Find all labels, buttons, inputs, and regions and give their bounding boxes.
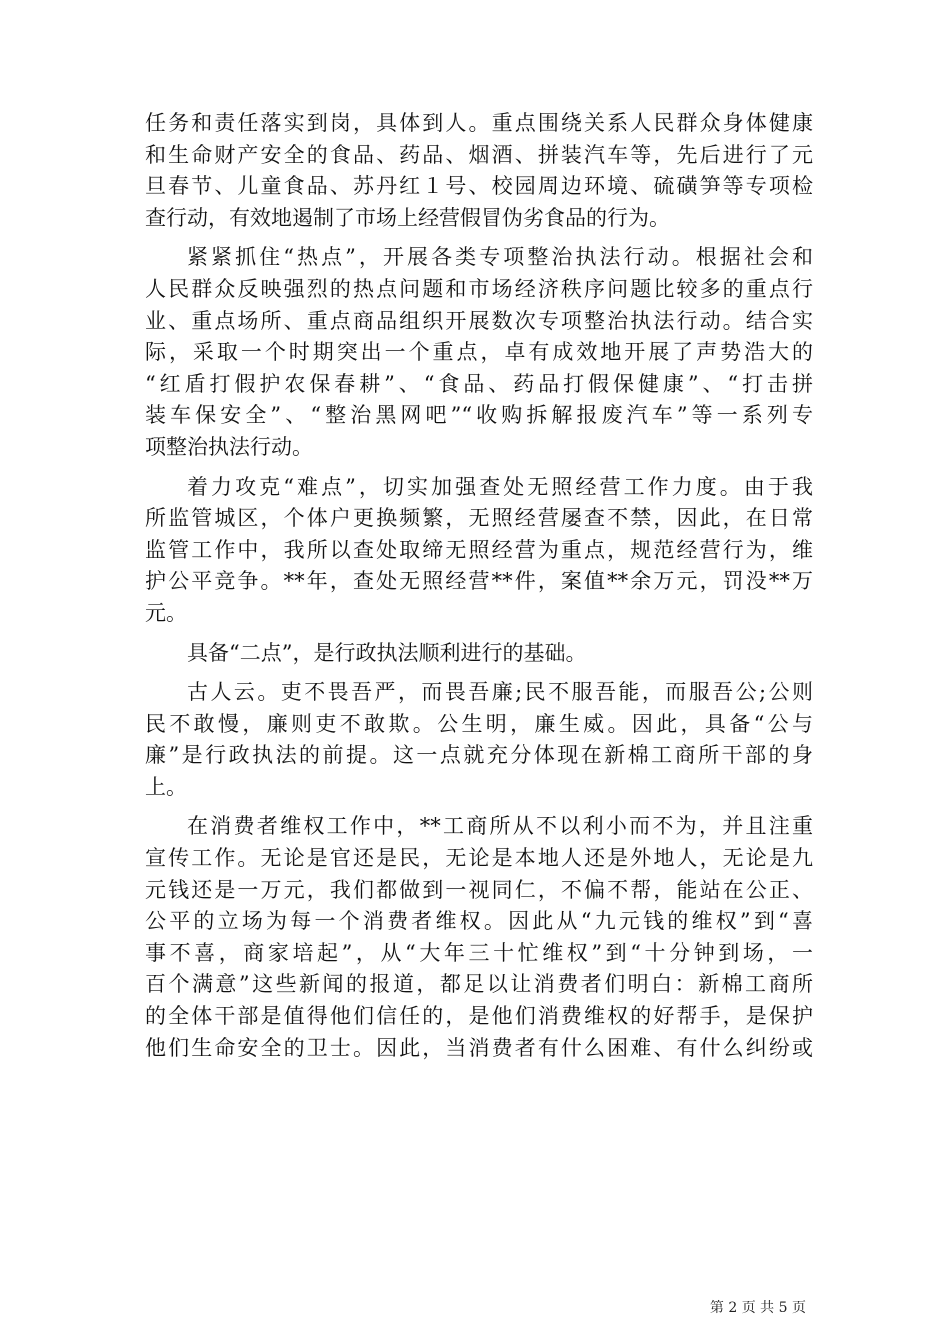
text-line: 业、重点场所、重点商品组织开展数次专项整治执法行动。结合实 — [145, 308, 813, 333]
paragraph-3 — [145, 472, 813, 630]
text-line: 民不敢慢，廉则吏不敢欺。公生明，廉生威。因此，具备“公与 — [145, 711, 813, 736]
paragraph-5 — [145, 677, 813, 803]
document-body — [145, 108, 813, 1072]
text-line: 宣传工作。无论是官还是民，无论是本地人还是外地人，无论是九 — [145, 846, 813, 871]
text-line: 紧紧抓住“热点”，开展各类专项整治执法行动。根据社会和 — [187, 245, 813, 270]
paragraph-4 — [145, 638, 813, 670]
page-number: 第 2 页 共 5 页 — [709, 1300, 806, 1316]
text-line: 古人云。吏不畏吾严，而畏吾廉;民不服吾能，而服吾公;公则 — [187, 680, 813, 705]
text-line: 他们生命安全的卫士。因此，当消费者有什么困难、有什么纠纷或 — [145, 1035, 813, 1060]
text-line: 项整治执法行动。 — [145, 434, 313, 459]
text-line: 监管工作中，我所以查处取缔无照经营为重点，规范经营行为，维 — [145, 537, 813, 562]
paragraph-1 — [145, 108, 813, 234]
paragraph-2 — [145, 242, 813, 463]
text-line: 在消费者维权工作中，**工商所从不以利小而不为，并且注重 — [187, 814, 813, 839]
text-line: 所监管城区，个体户更换频繁，无照经营屡查不禁，因此，在日常 — [145, 506, 813, 531]
text-line: 公平的立场为每一个消费者维权。因此从“九元钱的维权”到“喜 — [145, 909, 813, 934]
text-line: “红盾打假护农保春耕”、“食品、药品打假保健康”、“打击拼 — [145, 371, 813, 396]
text-line: 事不喜，商家培起”，从“大年三十忙维权”到“十分钟到场，一 — [145, 940, 813, 965]
text-line: 际，采取一个时期突出一个重点，卓有成效地开展了声势浩大的 — [145, 340, 813, 365]
text-line: 廉”是行政执法的前提。这一点就充分体现在新棉工商所干部的身 — [145, 743, 813, 768]
text-line: 旦春节、儿童食品、苏丹红１号、校园周边环境、硫磺笋等专项检 — [145, 174, 813, 199]
text-line: 查行动，有效地遏制了市场上经营假冒伪劣食品的行为。 — [145, 205, 670, 230]
text-line: 元钱还是一万元，我们都做到一视同仁，不偏不帮，能站在公正、 — [145, 877, 813, 902]
text-line: 和生命财产安全的食品、药品、烟酒、拼装汽车等，先后进行了元 — [145, 142, 813, 167]
text-line: 的全体干部是值得他们信任的，是他们消费维权的好帮手，是保护 — [145, 1004, 813, 1029]
text-line: 百个满意”这些新闻的报道，都足以让消费者们明白：新棉工商所 — [145, 972, 813, 997]
text-line: 着力攻克“难点”，切实加强查处无照经营工作力度。由于我 — [187, 474, 813, 499]
text-line: 装车保安全”、“整治黑网吧”“收购拆解报废汽车”等一系列专 — [145, 403, 813, 428]
text-line: 上。 — [145, 774, 187, 799]
text-line: 护公平竞争。**年，查处无照经营**件，案值**余万元，罚没**万 — [145, 569, 813, 594]
text-line: 元。 — [145, 600, 187, 625]
text-line: 人民群众反映强烈的热点问题和市场经济秩序问题比较多的重点行 — [145, 276, 813, 301]
text-line: 任务和责任落实到岗，具体到人。重点围绕关系人民群众身体健康 — [145, 111, 813, 135]
paragraph-6 — [145, 811, 813, 1064]
text-line: 具备“二点”，是行政执法顺利进行的基础。 — [187, 640, 587, 665]
